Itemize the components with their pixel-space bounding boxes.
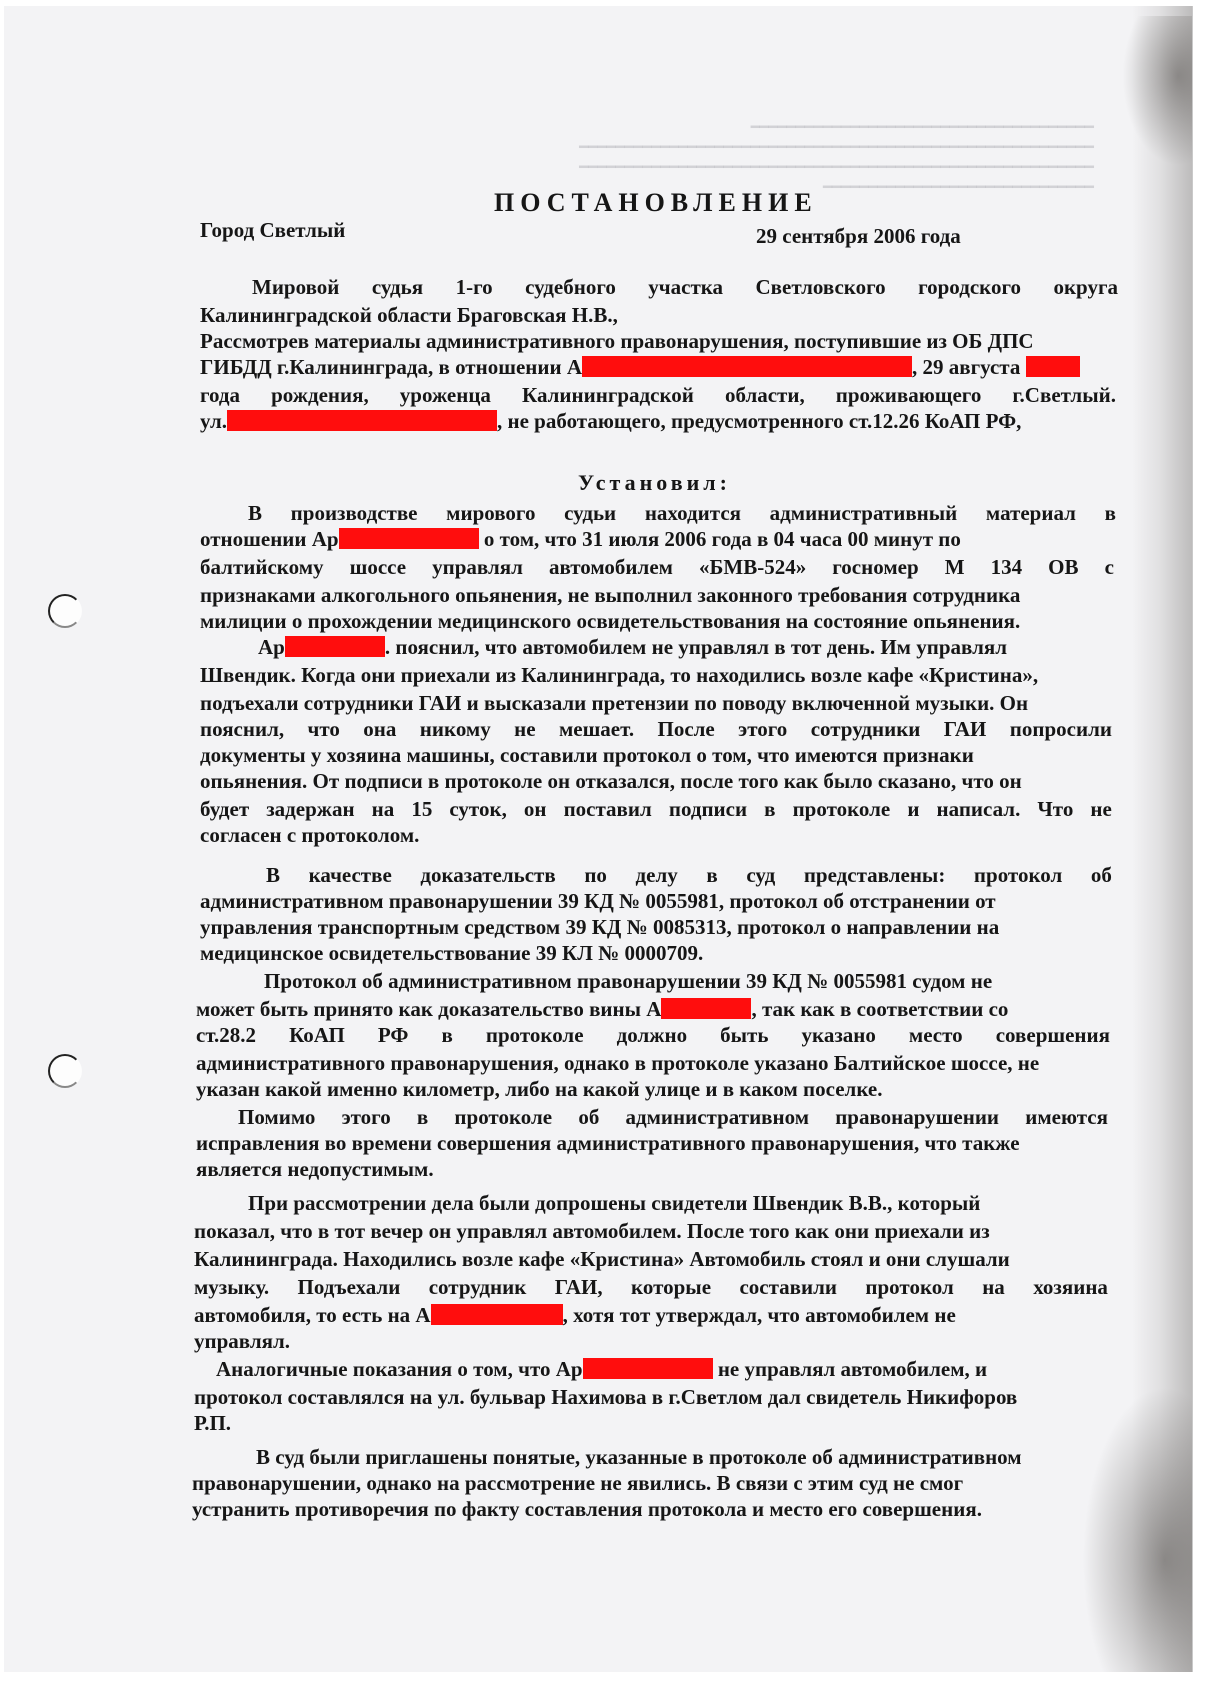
scan-stain-top <box>1122 16 1192 166</box>
document-title: ПОСТАНОВЛЕНИЕ <box>494 188 818 217</box>
text-line: Р.П. <box>194 1411 232 1435</box>
text-line: ГИБДД г.Калининграда, в отношении А , 29 августа <box>200 354 1080 380</box>
text-line: милиции о прохождении медицинского освидетельствования на состояние опьянения. <box>200 609 1021 633</box>
redaction-bar <box>661 998 751 1019</box>
text-line: административном правонарушении 39 КД № 0055981, протокол об отстранении от <box>200 889 996 913</box>
text-line: правонарушении, однако на рассмотрение не явились. В связи с этим суд не смог <box>192 1471 964 1495</box>
redaction-bar <box>285 636 385 657</box>
text-line: признаками алкогольного опьянения, не выполнил законного требования сотрудника <box>200 583 1021 607</box>
text-line: устранить противоречия по факту составления протокола и место его совершения. <box>192 1497 982 1521</box>
document-date: 29 сентября 2006 года <box>756 224 961 248</box>
redaction-bar <box>1026 356 1080 377</box>
text-line: показал, что в тот вечер он управлял автомобилем. После того как они приехали из <box>194 1219 990 1243</box>
text-line: управлял. <box>194 1329 291 1353</box>
redaction-bar <box>339 528 479 549</box>
redaction-bar <box>227 410 497 431</box>
text-line: протокол составлялся на ул. бульвар Нахимова в г.Светлом дал свидетель Никифоров <box>194 1385 1018 1409</box>
text-line: управления транспортным средством 39 КД № 0085313, протокол о направлении на <box>200 915 1000 939</box>
text-line: В качестве доказательств по делу в суд представлены: протокол об <box>266 863 1112 887</box>
text-line: может быть принято как доказательство вины А , так как в соответствии со <box>196 997 1009 1021</box>
punch-hole-upper <box>48 594 82 628</box>
text-line: ул. , не работающего, предусмотренного ст.12.26 КоАП РФ, <box>200 409 1022 433</box>
text-line: Швендик. Когда они приехали из Калининграда, то находились возле кафе «Кристина», <box>200 663 1039 687</box>
text-line: музыку. Подъехали сотрудник ГАИ, которые составили протокол на хозяина <box>194 1275 1108 1299</box>
text-line: опьянения. От подписи в протоколе он отказался, после того как было сказано, что он <box>200 769 1022 793</box>
text-line: Рассмотрев материалы административного правонарушения, поступившие из ОБ ДПС <box>200 329 1034 353</box>
text-line: года рождения, уроженца Калининградской области, проживающего г.Светлый. <box>200 383 1116 407</box>
text-line: Ар . пояснил, что автомобилем не управлял в тот день. Им управлял <box>258 635 1008 659</box>
text-line: При рассмотрении дела были допрошены свидетели Швендик В.В., который <box>248 1191 981 1215</box>
redaction-bar <box>582 356 912 377</box>
text-line: подъехали сотрудники ГАИ и высказали претензии по поводу включенной музыки. Он <box>200 691 1029 715</box>
text-line: отношении Ар о том, что 31 июля 2006 года в 04 часа 00 минут по <box>200 527 961 551</box>
text-line: В суд были приглашены понятые, указанные в протоколе об административном <box>256 1445 1022 1469</box>
section-heading: Установил: <box>578 470 731 495</box>
scan-stain-bottom <box>1082 1386 1192 1672</box>
text-line: Калининградской области Браговская Н.В., <box>200 303 618 327</box>
text-line: согласен с протоколом. <box>200 823 420 847</box>
document-page <box>4 6 1193 1672</box>
punch-hole-lower <box>48 1054 82 1088</box>
text-line: балтийскому шоссе управлял автомобилем «БМВ-524» госномер М 134 ОВ с <box>200 555 1114 579</box>
text-line: автомобиля, то есть на А , хотя тот утверждал, что автомобилем не <box>194 1303 956 1327</box>
text-line: пояснил, что она никому не мешает. После этого сотрудники ГАИ попросили <box>200 717 1112 741</box>
text-line: Аналогичные показания о том, что Ар не управлял автомобилем, и <box>216 1357 988 1381</box>
text-line: медицинское освидетельствование 39 КЛ № 0000709. <box>200 941 704 965</box>
bleed-through-shadow: ━━━━━━━━━━━━━━━━━━━━━━━━━━━━━━━━━━━━━━ ━━━━━━━━━━━━━━━━━━━━━━━━━━━━━━━━━━━━━━━━━━━━━━━━━━━━━━━━━ ━━━━━━━━━━━━━━━━━━━━━━━━━━━━━━━━━━━━━━━━━━━━━━━━━━━━━━━━━ ━━━━━━━━━━━━━━━━━━━━━━━━━━━━━━ <box>579 120 1094 196</box>
text-line: исправления во времени совершения административного правонарушения, что также <box>196 1131 1020 1155</box>
text-line: административного правонарушения, однако в протоколе указано Балтийское шоссе, не <box>196 1051 1040 1075</box>
text-line: Мировой судья 1-го судебного участка Светловского городского округа <box>252 275 1118 299</box>
text-line: Протокол об административном правонарушении 39 КД № 0055981 судом не <box>264 969 993 993</box>
text-line: документы у хозяина машины, составили протокол о том, что имеются признаки <box>200 743 974 767</box>
text-line: Помимо этого в протоколе об административном правонарушении имеются <box>238 1105 1108 1129</box>
text-line: В производстве мирового судьи находится административный материал в <box>248 501 1116 525</box>
text-line: Калининграда. Находились возле кафе «Кристина» Автомобиль стоял и они слушали <box>194 1247 1010 1271</box>
redaction-bar <box>431 1304 563 1325</box>
text-line: является недопустимым. <box>196 1157 434 1181</box>
text-line: указан какой именно километр, либо на какой улице и в каком поселке. <box>196 1077 883 1101</box>
text-line: будет задержан на 15 суток, он поставил подписи в протоколе и написал. Что не <box>200 797 1112 821</box>
redaction-bar <box>583 1358 713 1379</box>
city-label: Город Светлый <box>200 218 346 242</box>
text-line: ст.28.2 КоАП РФ в протоколе должно быть указано место совершения <box>196 1023 1110 1047</box>
